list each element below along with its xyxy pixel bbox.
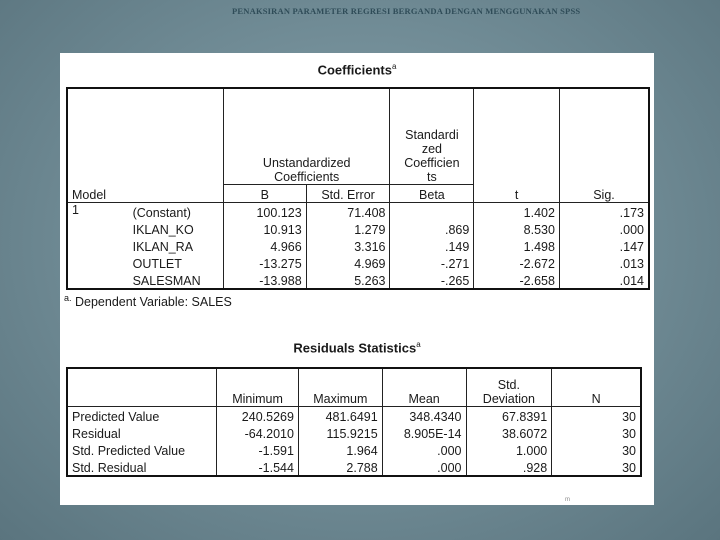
coef-t: -2.658 [474, 271, 560, 289]
header-sig: Sig. [559, 184, 649, 202]
coefficients-table [66, 87, 650, 290]
header-model: Model [67, 184, 223, 202]
header-n: N [552, 368, 641, 406]
header-unstandardized-line1: Unstandardized [262, 155, 351, 170]
header-model-cell [67, 88, 223, 184]
variable-name: OUTLET [129, 254, 224, 271]
page-corner-mark: m [565, 497, 570, 503]
stat-label: Residual [67, 424, 217, 441]
header-standardized-line2: zed [421, 141, 442, 156]
residuals-header-blank [67, 368, 217, 406]
variable-name: SALESMAN [129, 271, 224, 289]
stat-maximum: 115.9215 [298, 424, 382, 441]
variable-name: (Constant) [129, 202, 224, 220]
stat-label: Std. Residual [67, 458, 217, 476]
stat-n: 30 [552, 424, 641, 441]
coef-b: 100.123 [223, 202, 306, 220]
coefficients-footnote [64, 293, 232, 309]
stat-label: Std. Predicted Value [67, 441, 217, 458]
coef-b: 10.913 [223, 220, 306, 237]
coefficients-header-row-1 [67, 88, 649, 184]
coefficients-header-row-2 [67, 184, 649, 202]
residuals-title [60, 340, 654, 355]
header-sig-spacer [559, 88, 649, 184]
spss-output-sheet [60, 53, 654, 505]
stat-minimum: 240.5269 [217, 406, 299, 424]
model-number-spacer [67, 237, 129, 254]
coef-sig: .000 [559, 220, 649, 237]
header-t: t [474, 184, 560, 202]
variable-name: IKLAN_KO [129, 220, 224, 237]
header-std-deviation-line2: Deviation [482, 391, 535, 406]
model-number: 1 [67, 202, 129, 220]
header-standardized [390, 88, 474, 184]
header-std-error: Std. Error [306, 184, 390, 202]
footnote-marker: a. [64, 293, 72, 303]
header-b: B [223, 184, 306, 202]
table-row [67, 271, 649, 289]
table-row [67, 254, 649, 271]
coef-beta [390, 202, 474, 220]
table-row [67, 424, 641, 441]
header-unstandardized [223, 88, 390, 184]
coef-t: 8.530 [474, 220, 560, 237]
header-standardized-line3: Coefficien [404, 155, 460, 170]
coef-std-error: 4.969 [306, 254, 390, 271]
coef-std-error: 3.316 [306, 237, 390, 254]
model-number-spacer [67, 271, 129, 289]
table-row [67, 441, 641, 458]
coef-sig: .173 [559, 202, 649, 220]
coef-beta: .149 [390, 237, 474, 254]
stat-n: 30 [552, 441, 641, 458]
coef-sig: .013 [559, 254, 649, 271]
slide-title: PENAKSIRAN PARAMETER REGRESI BERGANDA DENGAN MENGGUNAKAN SPSS [232, 6, 581, 16]
model-number-spacer [67, 254, 129, 271]
stat-mean: .000 [382, 441, 466, 458]
coef-std-error: 5.263 [306, 271, 390, 289]
stat-minimum: -1.544 [217, 458, 299, 476]
coef-t: -2.672 [474, 254, 560, 271]
header-t-spacer [474, 88, 560, 184]
stat-n: 30 [552, 458, 641, 476]
variable-name: IKLAN_RA [129, 237, 224, 254]
coef-std-error: 1.279 [306, 220, 390, 237]
stat-std-deviation: 38.6072 [466, 424, 552, 441]
residuals-header-row [67, 368, 641, 406]
stat-n: 30 [552, 406, 641, 424]
coefficients-title-text: Coefficients [317, 62, 392, 78]
stat-std-deviation: 67.8391 [466, 406, 552, 424]
coef-b: -13.988 [223, 271, 306, 289]
table-row [67, 220, 649, 237]
header-beta: Beta [390, 184, 474, 202]
header-unstandardized-line2: Coefficients [274, 169, 340, 184]
table-row [67, 406, 641, 424]
stat-maximum: 481.6491 [298, 406, 382, 424]
coef-t: 1.498 [474, 237, 560, 254]
coef-beta: -.271 [390, 254, 474, 271]
header-mean: Mean [382, 368, 466, 406]
footnote-text: Dependent Variable: SALES [75, 295, 232, 310]
table-row [67, 202, 649, 220]
coef-std-error: 71.408 [306, 202, 390, 220]
coef-t: 1.402 [474, 202, 560, 220]
coef-beta: .869 [390, 220, 474, 237]
coef-sig: .014 [559, 271, 649, 289]
header-standardized-line1: Standardi [405, 127, 459, 142]
stat-label: Predicted Value [67, 406, 217, 424]
stat-maximum: 2.788 [298, 458, 382, 476]
stat-std-deviation: .928 [466, 458, 552, 476]
coef-beta: -.265 [390, 271, 474, 289]
header-minimum: Minimum [217, 368, 299, 406]
coefficients-title-footnote-marker: a [391, 62, 397, 71]
stat-mean: 348.4340 [382, 406, 466, 424]
stat-maximum: 1.964 [298, 441, 382, 458]
stat-minimum: -64.2010 [217, 424, 299, 441]
stat-mean: 8.905E-14 [382, 424, 466, 441]
header-standardized-line4: ts [427, 169, 437, 184]
header-maximum: Maximum [298, 368, 382, 406]
coef-sig: .147 [559, 237, 649, 254]
model-number-spacer [67, 220, 129, 237]
table-row [67, 458, 641, 476]
stat-mean: .000 [382, 458, 466, 476]
stat-std-deviation: 1.000 [466, 441, 552, 458]
residuals-title-footnote-marker: a [416, 340, 421, 349]
header-std-deviation [466, 368, 552, 406]
header-std-deviation-line1: Std. [497, 377, 520, 392]
table-row [67, 237, 649, 254]
residuals-title-text: Residuals Statistics [293, 340, 417, 356]
stat-minimum: -1.591 [217, 441, 299, 458]
coefficients-title [60, 62, 654, 77]
coef-b: 4.966 [223, 237, 306, 254]
residuals-table [66, 367, 642, 477]
coef-b: -13.275 [223, 254, 306, 271]
